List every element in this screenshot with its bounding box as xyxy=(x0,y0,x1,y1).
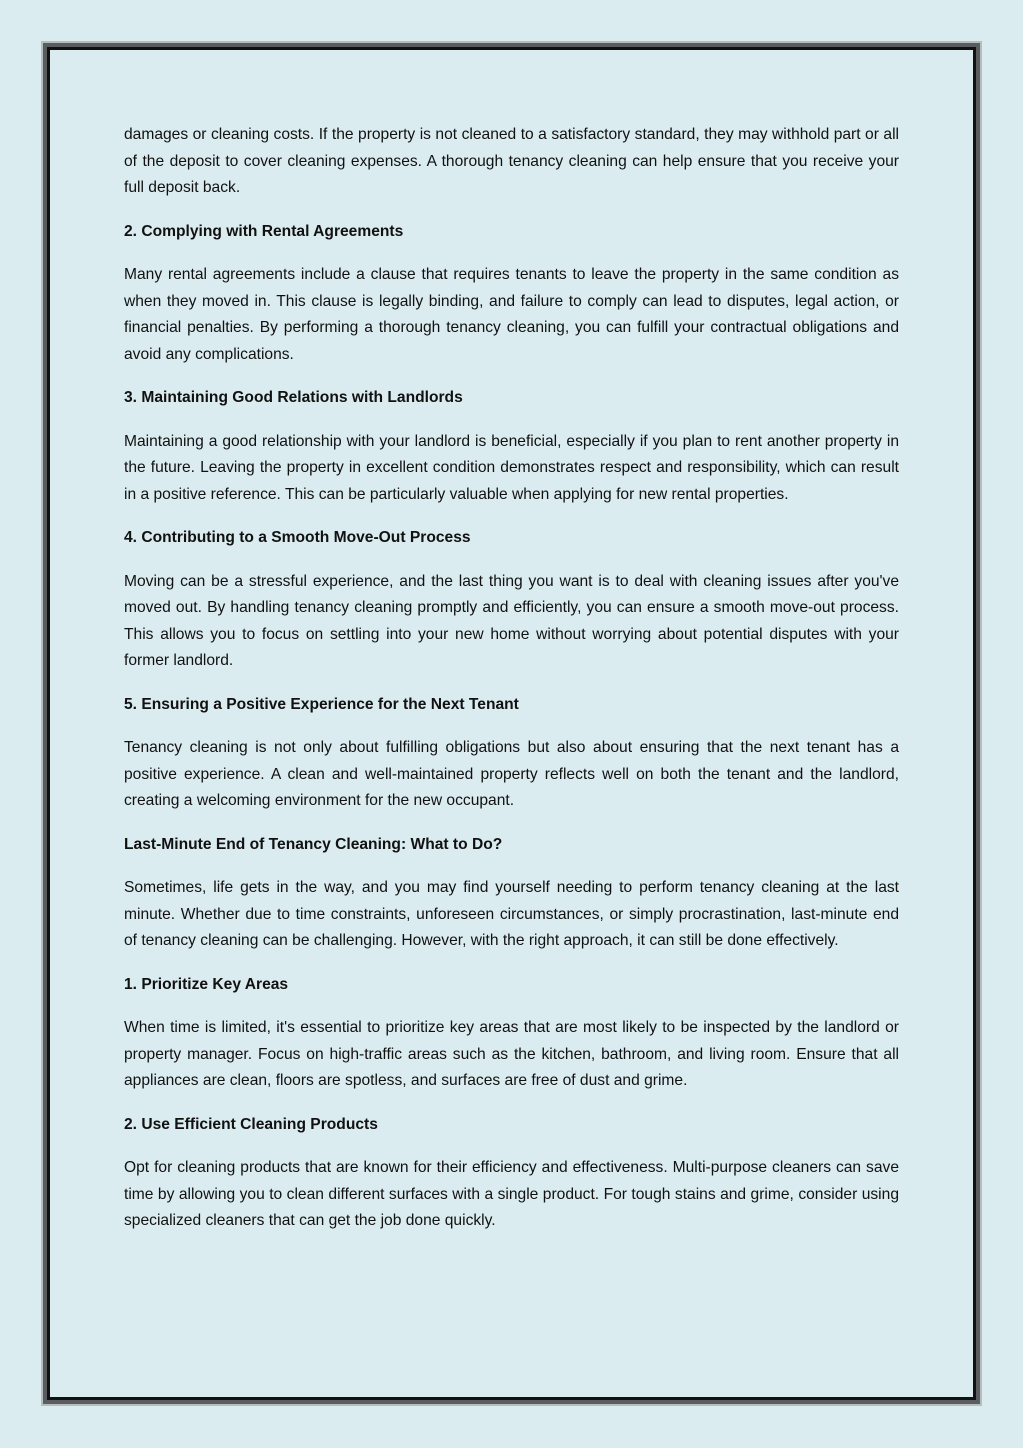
heading-prioritize-key-areas: 1. Prioritize Key Areas xyxy=(124,975,289,993)
heading-good-relations-landlords: 3. Maintaining Good Relations with Landlords xyxy=(124,389,463,406)
paragraph-next-tenant: Tenancy cleaning is not only about fulfilling obligations but also about ensuring that the next tenant has a positive experience. A clean and well-maintained property reflects well on both the tenant and the landlord, creating a welcoming environment for the new occupant. xyxy=(124,739,899,809)
heading-efficient-products: 2. Use Efficient Cleaning Products xyxy=(124,1115,378,1133)
heading-next-tenant: 5. Ensuring a Positive Experience for the Next Tenant xyxy=(124,695,519,713)
heading-smooth-move-out: 4. Contributing to a Smooth Move-Out Process xyxy=(124,529,471,546)
heading-complying-rental-agreements: 2. Complying with Rental Agreements xyxy=(124,222,404,240)
paragraph-rental-agreements: Many rental agreements include a clause that requires tenants to leave the property in the same condition as when they moved in. This clause is legally binding, and failure to comply can lead to disputes, legal action, or financial penalties. By performing a thorough tenancy cleaning, you can fulfill your contractual obligations and avoid any complications. xyxy=(124,266,899,363)
paragraph-last-minute-cleaning: Sometimes, life gets in the way, and you may find yourself needing to perform tenancy cleaning at the last minute. Whether due to time constraints, unforeseen circumstances, or simply procrastination, last-minute end of tenancy cleaning can be challenging. However, with the right approach, it can still be done effectively. xyxy=(124,879,899,949)
document-body xyxy=(124,122,899,1252)
paragraph-deposit-continuation: damages or cleaning costs. If the property is not cleaned to a satisfactory standard, they may withhold part or all of the deposit to cover cleaning expenses. A thorough tenancy cleaning can help ensure that you receive your full deposit back. xyxy=(124,126,899,196)
paragraph-efficient-products: Opt for cleaning products that are known for their efficiency and effectiveness. Multi-purpose cleaners can save time by allowing you to clean different surfaces with a single product. For tough stains and grime, consider using specialized cleaners that can get the job done quickly. xyxy=(124,1159,899,1229)
paragraph-prioritize-key-areas: When time is limited, it's essential to prioritize key areas that are most likely to be inspected by the landlord or property manager. Focus on high-traffic areas such as the kitchen, bathroom, and living room. Ensure that all appliances are clean, floors are spotless, and surfaces are free of dust and grime. xyxy=(124,1019,899,1089)
paragraph-good-relations: Maintaining a good relationship with your landlord is beneficial, especially if you plan to rent another property in the future. Leaving the property in excellent condition demonstrates respect and responsibility, which can result in a positive reference. This can be particularly valuable when applying for new rental properties. xyxy=(124,432,899,503)
paragraph-smooth-move-out: Moving can be a stressful experience, and the last thing you want is to deal with cleaning issues after you've moved out. By handling tenancy cleaning promptly and efficiently, you can ensure a smooth move-out process. This allows you to focus on settling into your new home without worrying about potential disputes with your former landlord. xyxy=(124,572,899,669)
heading-last-minute-cleaning: Last-Minute End of Tenancy Cleaning: What to Do? xyxy=(124,835,503,853)
